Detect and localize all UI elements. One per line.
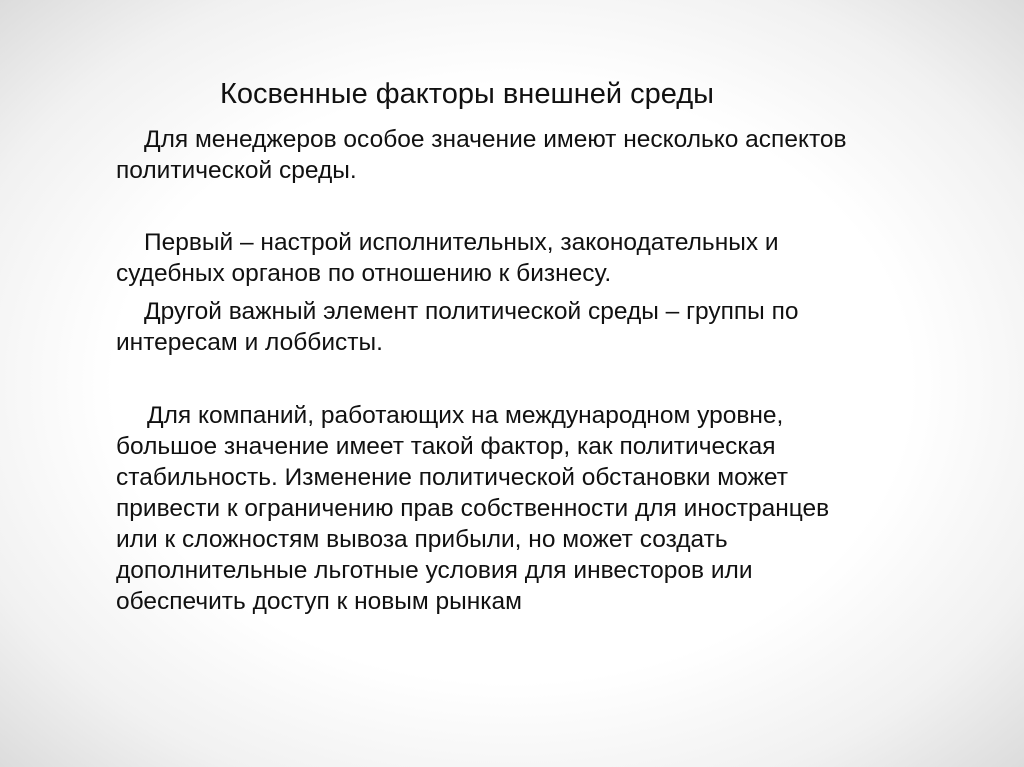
paragraph-line: привести к ограничению прав собственности для иностранцев: [116, 495, 830, 522]
paragraph-line: судебных органов по отношению к бизнесу.: [116, 260, 612, 287]
paragraph-line: дополнительные льготные условия для инвесторов или: [116, 557, 753, 584]
paragraph-line: Другой важный элемент политической среды – группы по: [144, 298, 799, 325]
paragraph-line: большое значение имеет такой фактор, как политическая: [116, 433, 776, 460]
paragraph-line: Для менеджеров особое значение имеют несколько аспектов: [144, 126, 847, 153]
paragraph-other: [116, 296, 996, 358]
slide-title: Косвенные факторы внешней среды: [220, 78, 715, 110]
paragraph-line: политической среды.: [116, 157, 357, 184]
paragraph-managers: [116, 124, 996, 186]
paragraph-line: Для компаний, работающих на международном уровне,: [147, 402, 784, 429]
paragraph-line: Первый – настрой исполнительных, законодательных и: [144, 229, 779, 256]
paragraph-line: интересам и лоббисты.: [116, 329, 383, 356]
paragraph-international: [116, 400, 996, 617]
paragraph-line: стабильность. Изменение политической обстановки может: [116, 464, 788, 491]
paragraph-line: или к сложностям вывоза прибыли, но может создать: [116, 526, 728, 553]
paragraph-first: [116, 227, 996, 289]
paragraph-line: обеспечить доступ к новым рынкам: [116, 588, 523, 615]
